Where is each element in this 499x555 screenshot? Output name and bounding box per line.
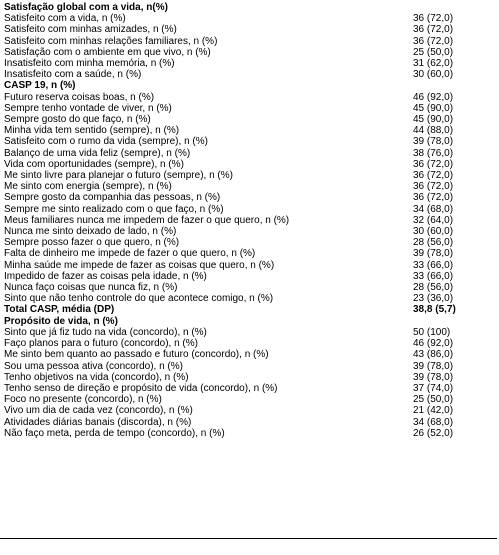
row-value: 25 (50,0) <box>413 46 454 58</box>
row-label: Sinto que já fiz tudo na vida (concordo), n (%) <box>4 326 207 338</box>
results-table <box>0 2 497 439</box>
row-label: Satisfação com o ambiente em que vivo, n (%) <box>4 46 211 58</box>
table-row <box>0 103 497 114</box>
table-row <box>0 136 497 147</box>
row-label: Me sinto livre para planejar o futuro (sempre), n (%) <box>4 170 233 182</box>
table-bottom-rule <box>0 538 497 539</box>
results-table-body <box>0 2 497 439</box>
row-value: 45 (90,0) <box>413 102 454 114</box>
table-row <box>0 92 497 103</box>
row-value: 36 (72,0) <box>413 158 454 170</box>
row-value: 31 (62,0) <box>413 58 454 70</box>
row-value: 39 (78,0) <box>413 371 454 383</box>
table-row <box>0 170 497 181</box>
row-value: 36 (72,0) <box>413 192 454 204</box>
row-label: Sinto que não tenho controle do que acontece comigo, n (%) <box>4 293 274 305</box>
table-row <box>0 226 497 237</box>
table-row <box>0 47 497 58</box>
row-value: 39 (78,0) <box>413 360 454 372</box>
results-table-document <box>0 2 499 439</box>
table-row <box>0 181 497 192</box>
table-row <box>0 125 497 136</box>
row-value: 45 (90,0) <box>413 114 454 126</box>
row-label: Meus familiares nunca me impedem de fazer o que quero, n (%) <box>4 214 290 226</box>
table-row <box>0 204 497 215</box>
row-label: Satisfeito com a vida, n (%) <box>4 13 126 25</box>
row-value: 46 (92,0) <box>413 91 454 103</box>
section-title: CASP 19, n (%) <box>4 80 76 92</box>
section-header-row <box>0 80 497 91</box>
row-label: Sempre tenho vontade de viver, n (%) <box>4 102 172 114</box>
table-row <box>0 13 497 24</box>
section-header-row <box>0 316 497 327</box>
table-row <box>0 271 497 282</box>
row-label: Nunca faço coisas que nunca fiz, n (%) <box>4 282 178 294</box>
row-value: 46 (92,0) <box>413 338 454 350</box>
table-row <box>0 114 497 125</box>
row-value: 36 (72,0) <box>413 13 454 25</box>
table-row <box>0 394 497 405</box>
row-value: 30 (60,0) <box>413 226 454 238</box>
row-value: 28 (56,0) <box>413 237 454 249</box>
row-label: Faço planos para o futuro (concordo), n (%) <box>4 338 198 350</box>
row-value: 21 (42,0) <box>413 405 454 417</box>
row-value: 23 (36,0) <box>413 293 454 305</box>
row-value: 30 (60,0) <box>413 69 454 81</box>
row-value: 33 (66,0) <box>413 259 454 271</box>
row-value: 33 (66,0) <box>413 270 454 282</box>
row-value: 25 (50,0) <box>413 394 454 406</box>
row-value: 32 (64,0) <box>413 214 454 226</box>
section-title-spacer <box>413 80 497 91</box>
table-row <box>0 215 497 226</box>
row-value: 26 (52,0) <box>413 427 454 439</box>
table-row <box>0 338 497 349</box>
row-label: Falta de dinheiro me impede de fazer o que quero, n (%) <box>4 248 256 260</box>
section-title-spacer <box>413 316 497 327</box>
row-value: 50 (100) <box>413 326 451 338</box>
table-row <box>0 293 497 304</box>
row-value: 36 (72,0) <box>413 170 454 182</box>
row-label: Satisfeito com o rumo da vida (sempre), n (%) <box>4 136 208 148</box>
table-row <box>0 36 497 47</box>
row-value: 34 (68,0) <box>413 416 454 428</box>
row-value: 39 (78,0) <box>413 248 454 260</box>
row-label: Sempre posso fazer o que quero, n (%) <box>4 237 180 249</box>
table-row <box>0 148 497 159</box>
section-title: Propósito de vida, n (%) <box>4 315 118 327</box>
row-value: 28 (56,0) <box>413 282 454 294</box>
row-label: Balanço de uma vida feliz (sempre), n (%) <box>4 147 191 159</box>
row-label: Satisfeito com minhas relações familiares, n (%) <box>4 35 218 47</box>
table-row <box>0 417 497 428</box>
row-label: Minha saúde me impede de fazer as coisas que quero, n (%) <box>4 259 275 271</box>
row-label: Sou uma pessoa ativa (concordo), n (%) <box>4 360 183 372</box>
row-label: Tenho senso de direção e propósito de vida (concordo), n (%) <box>4 382 278 394</box>
table-row <box>0 237 497 248</box>
table-row <box>0 282 497 293</box>
table-row <box>0 24 497 35</box>
row-value: 36 (72,0) <box>413 24 454 36</box>
table-row <box>0 260 497 271</box>
row-label: Me sinto bem quanto ao passado e futuro (concordo), n (%) <box>4 349 269 361</box>
section-title: Satisfação global com a vida, n(%) <box>4 2 168 13</box>
total-value: 38,8 (5,7) <box>413 304 456 316</box>
row-label: Vida com oportunidades (sempre), n (%) <box>4 158 184 170</box>
table-row <box>0 383 497 394</box>
row-label: Tenho objetivos na vida (concordo), n (%) <box>4 371 189 383</box>
row-label: Impedido de fazer as coisas pela idade, n (%) <box>4 270 207 282</box>
row-value: 34 (68,0) <box>413 203 454 215</box>
row-value: 44 (88,0) <box>413 125 454 137</box>
row-value: 37 (74,0) <box>413 382 454 394</box>
table-row <box>0 428 497 439</box>
row-label: Foco no presente (concordo), n (%) <box>4 394 162 406</box>
table-row <box>0 58 497 69</box>
row-value: 36 (72,0) <box>413 35 454 47</box>
row-label: Insatisfeito com minha memória, n (%) <box>4 58 175 70</box>
row-label: Vivo um dia de cada vez (concordo), n (%) <box>4 405 193 417</box>
row-label: Minha vida tem sentido (sempre), n (%) <box>4 125 180 137</box>
total-label: Total CASP, média (DP) <box>4 304 115 316</box>
row-label: Sempre me sinto realizado com o que faço, n (%) <box>4 203 224 215</box>
row-label: Nunca me sinto deixado de lado, n (%) <box>4 226 177 238</box>
table-row <box>0 327 497 338</box>
row-value: 43 (86,0) <box>413 349 454 361</box>
row-value: 38 (76,0) <box>413 147 454 159</box>
row-label: Não faço meta, perda de tempo (concordo), n (%) <box>4 427 225 439</box>
section-title-spacer <box>413 2 497 13</box>
table-row <box>0 159 497 170</box>
table-row <box>0 192 497 203</box>
row-value: 39 (78,0) <box>413 136 454 148</box>
table-row <box>0 248 497 259</box>
row-value: 36 (72,0) <box>413 181 454 193</box>
table-row <box>0 361 497 372</box>
row-label: Sempre gosto do que faço, n (%) <box>4 114 151 126</box>
row-label: Atividades diárias banais (discorda), n (%) <box>4 416 192 428</box>
row-label: Sempre gosto da companhia das pessoas, n (%) <box>4 192 221 204</box>
row-label: Insatisfeito com a saúde, n (%) <box>4 69 142 81</box>
total-row <box>0 304 497 315</box>
table-row <box>0 405 497 416</box>
table-row <box>0 372 497 383</box>
row-label: Futuro reserva coisas boas, n (%) <box>4 91 155 103</box>
row-label: Me sinto com energia (sempre), n (%) <box>4 181 172 193</box>
table-row <box>0 349 497 360</box>
section-header-row <box>0 2 497 13</box>
table-row <box>0 69 497 80</box>
row-label: Satisfeito com minhas amizades, n (%) <box>4 24 177 36</box>
